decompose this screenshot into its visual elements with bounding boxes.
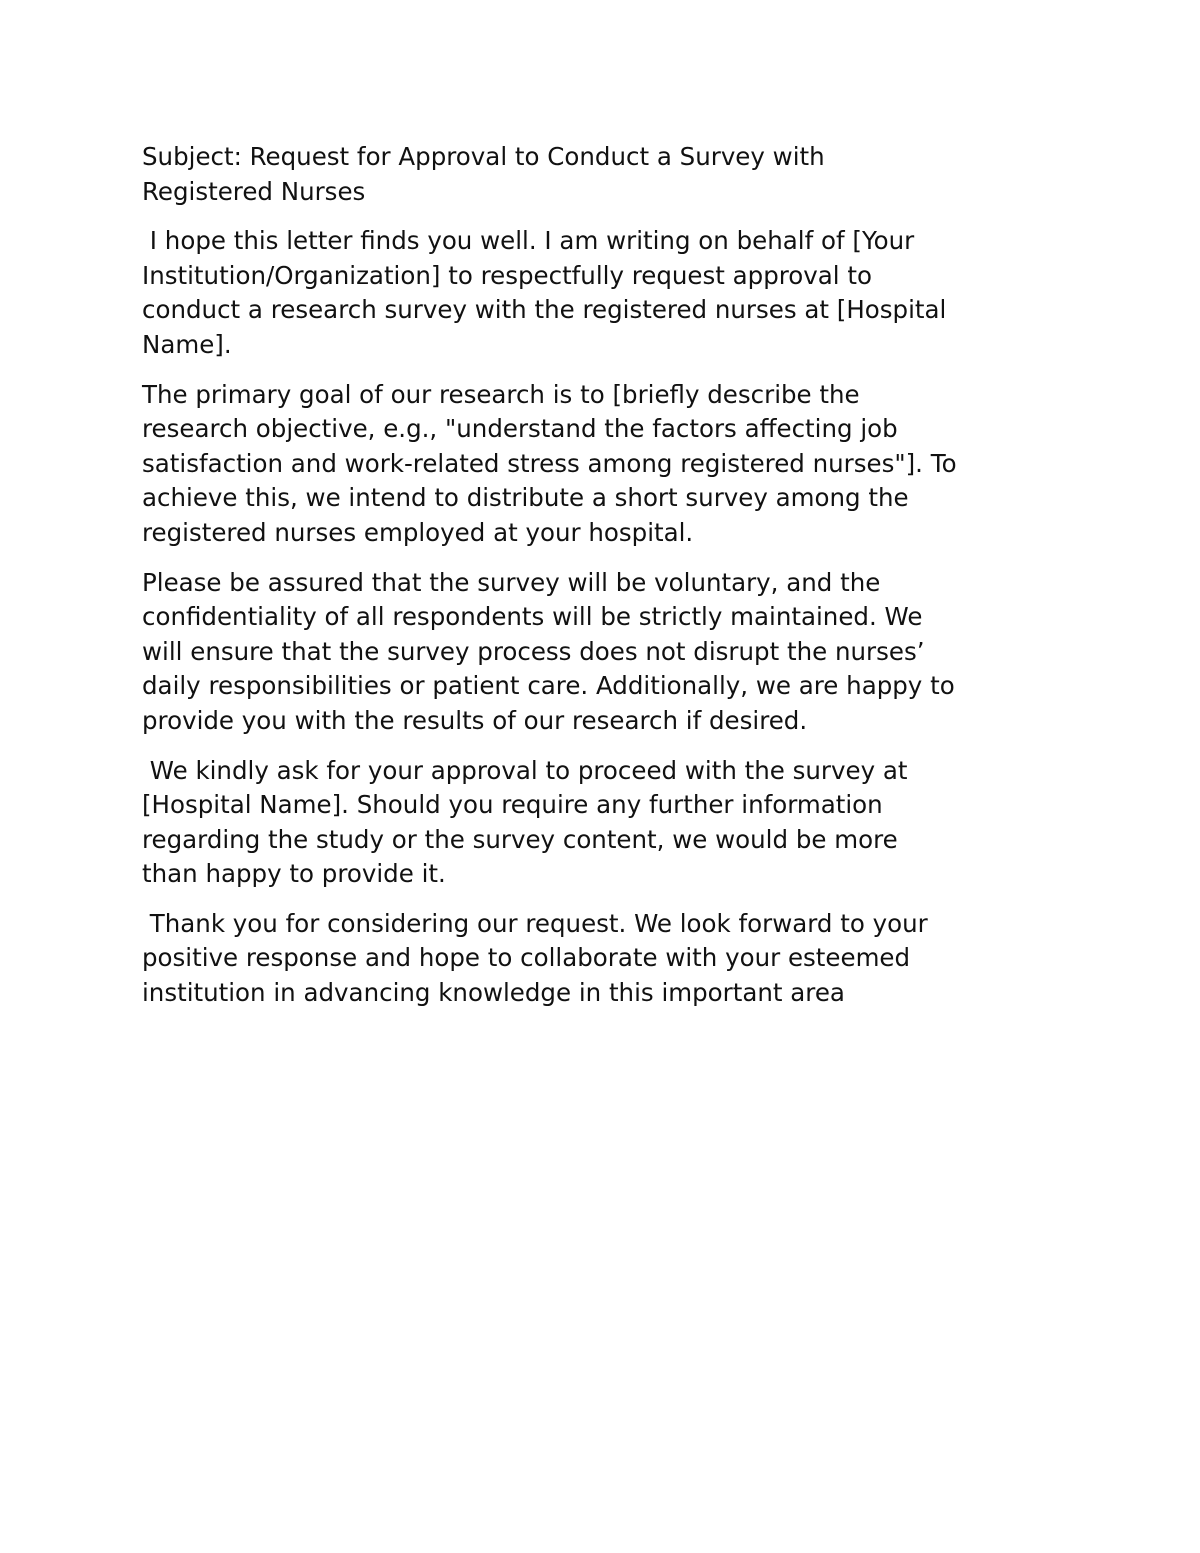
paragraph-line: The primary goal of our research is to [briefly describe the xyxy=(142,379,860,409)
paragraph-line: achieve this, we intend to distribute a short survey among the xyxy=(142,483,909,513)
subject-line-2: Registered Nurses xyxy=(142,176,366,206)
paragraph-line: provide you with the results of our research if desired. xyxy=(142,705,808,735)
paragraph-greeting xyxy=(142,224,1062,362)
paragraph-line: than happy to provide it. xyxy=(142,859,446,889)
paragraph-line: Institution/Organization] to respectfully request approval to xyxy=(142,260,872,290)
paragraph-line: We kindly ask for your approval to proceed with the survey at xyxy=(142,755,908,785)
paragraph-research-goal xyxy=(142,378,1062,551)
subject-line-1: Subject: Request for Approval to Conduct a Survey with xyxy=(142,142,825,171)
paragraph-line: registered nurses employed at your hospital. xyxy=(142,517,694,547)
paragraph-approval-request xyxy=(142,754,1062,892)
letter-body xyxy=(142,140,1062,1026)
paragraph-closing xyxy=(142,907,1062,1011)
paragraph-line: Name]. xyxy=(142,329,232,359)
paragraph-line: I hope this letter finds you well. I am writing on behalf of [Your xyxy=(142,226,915,256)
paragraph-line: Please be assured that the survey will be voluntary, and the xyxy=(142,567,881,597)
paragraph-line: regarding the study or the survey content, we would be more xyxy=(142,824,898,854)
paragraph-line: will ensure that the survey process does not disrupt the nurses’ xyxy=(142,636,925,666)
subject-line xyxy=(142,140,1062,209)
paragraph-line: Thank you for considering our request. We look forward to your xyxy=(142,908,928,938)
paragraph-line: positive response and hope to collaborate with your esteemed xyxy=(142,943,911,973)
paragraph-line: daily responsibilities or patient care. Additionally, we are happy to xyxy=(142,671,955,701)
paragraph-line: [Hospital Name]. Should you require any further information xyxy=(142,790,883,820)
paragraph-line: confidentiality of all respondents will be strictly maintained. We xyxy=(142,602,923,632)
paragraph-line: satisfaction and work-related stress among registered nurses"]. To xyxy=(142,448,957,478)
paragraph-line: research objective, e.g., "understand the factors affecting job xyxy=(142,414,898,444)
paragraph-line: institution in advancing knowledge in this important area xyxy=(142,978,845,1008)
paragraph-assurance xyxy=(142,566,1062,739)
paragraph-line: conduct a research survey with the registered nurses at [Hospital xyxy=(142,295,947,325)
